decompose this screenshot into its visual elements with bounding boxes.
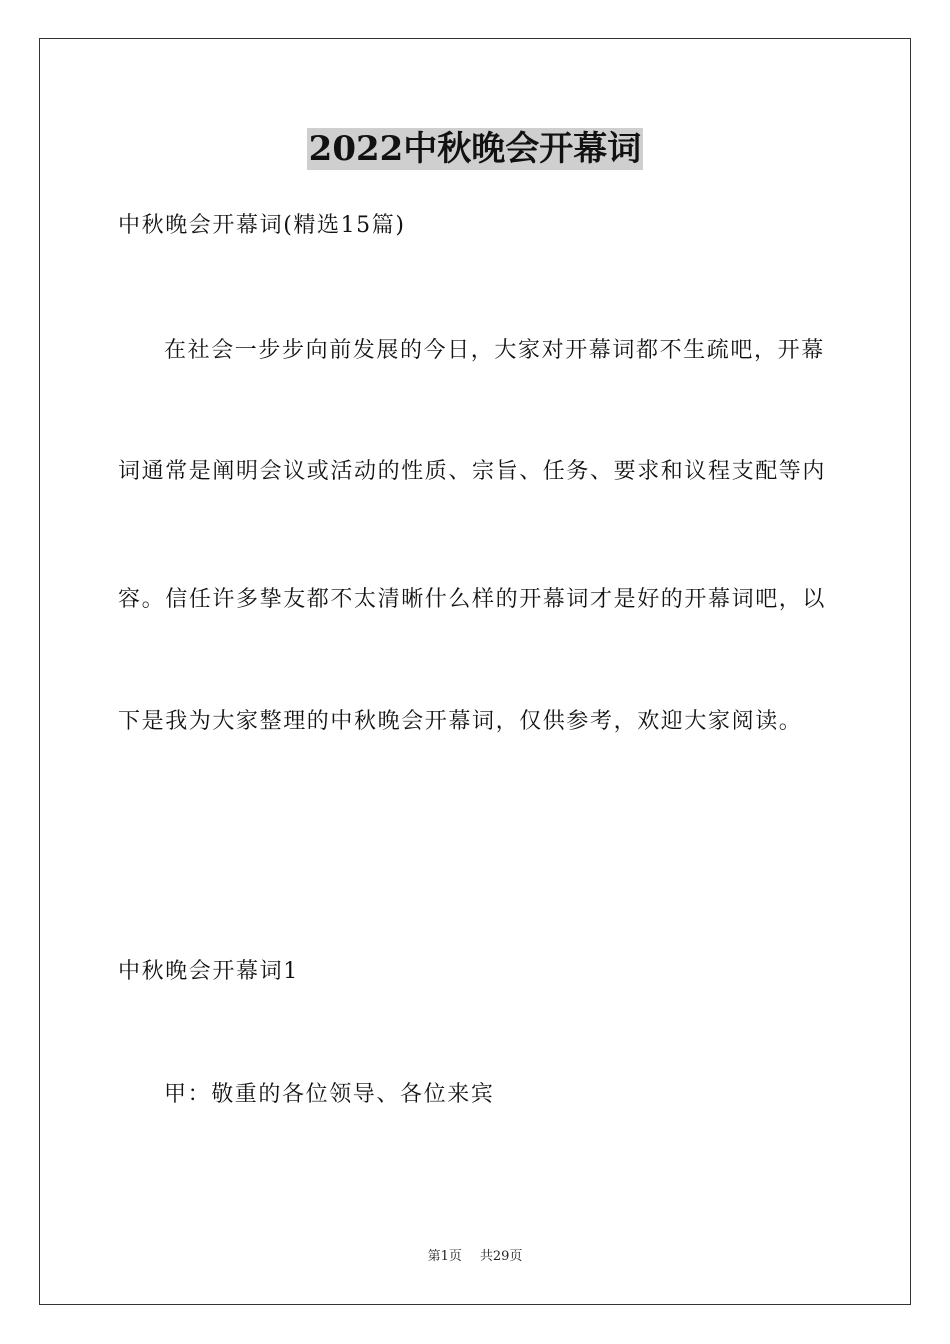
document-title: 2022中秋晚会开幕词 [308,129,642,169]
page-footer [0,1248,950,1266]
page-total: 共29页 [479,1249,523,1264]
intro-line-1: 在社会一步步向前发展的今日，大家对开幕词都不生疏吧，开幕 [164,338,825,363]
document-subtitle: 中秋晚会开幕词(精选15篇) [118,213,406,238]
intro-line-4: 下是我为大家整理的中秋晚会开幕词，仅供参考，欢迎大家阅读。 [118,709,803,734]
intro-line-2: 词通常是阐明会议或活动的性质、宗旨、任务、要求和议程支配等内 [118,459,827,484]
section-heading: 中秋晚会开幕词1 [118,959,299,984]
page-number: 第1页 [427,1249,462,1264]
title-container [0,128,950,170]
section-first-line: 甲：敬重的各位领导、各位来宾 [164,1082,495,1107]
intro-line-3: 容。信任许多挚友都不太清晰什么样的开幕词才是好的开幕词吧，以 [118,587,827,612]
